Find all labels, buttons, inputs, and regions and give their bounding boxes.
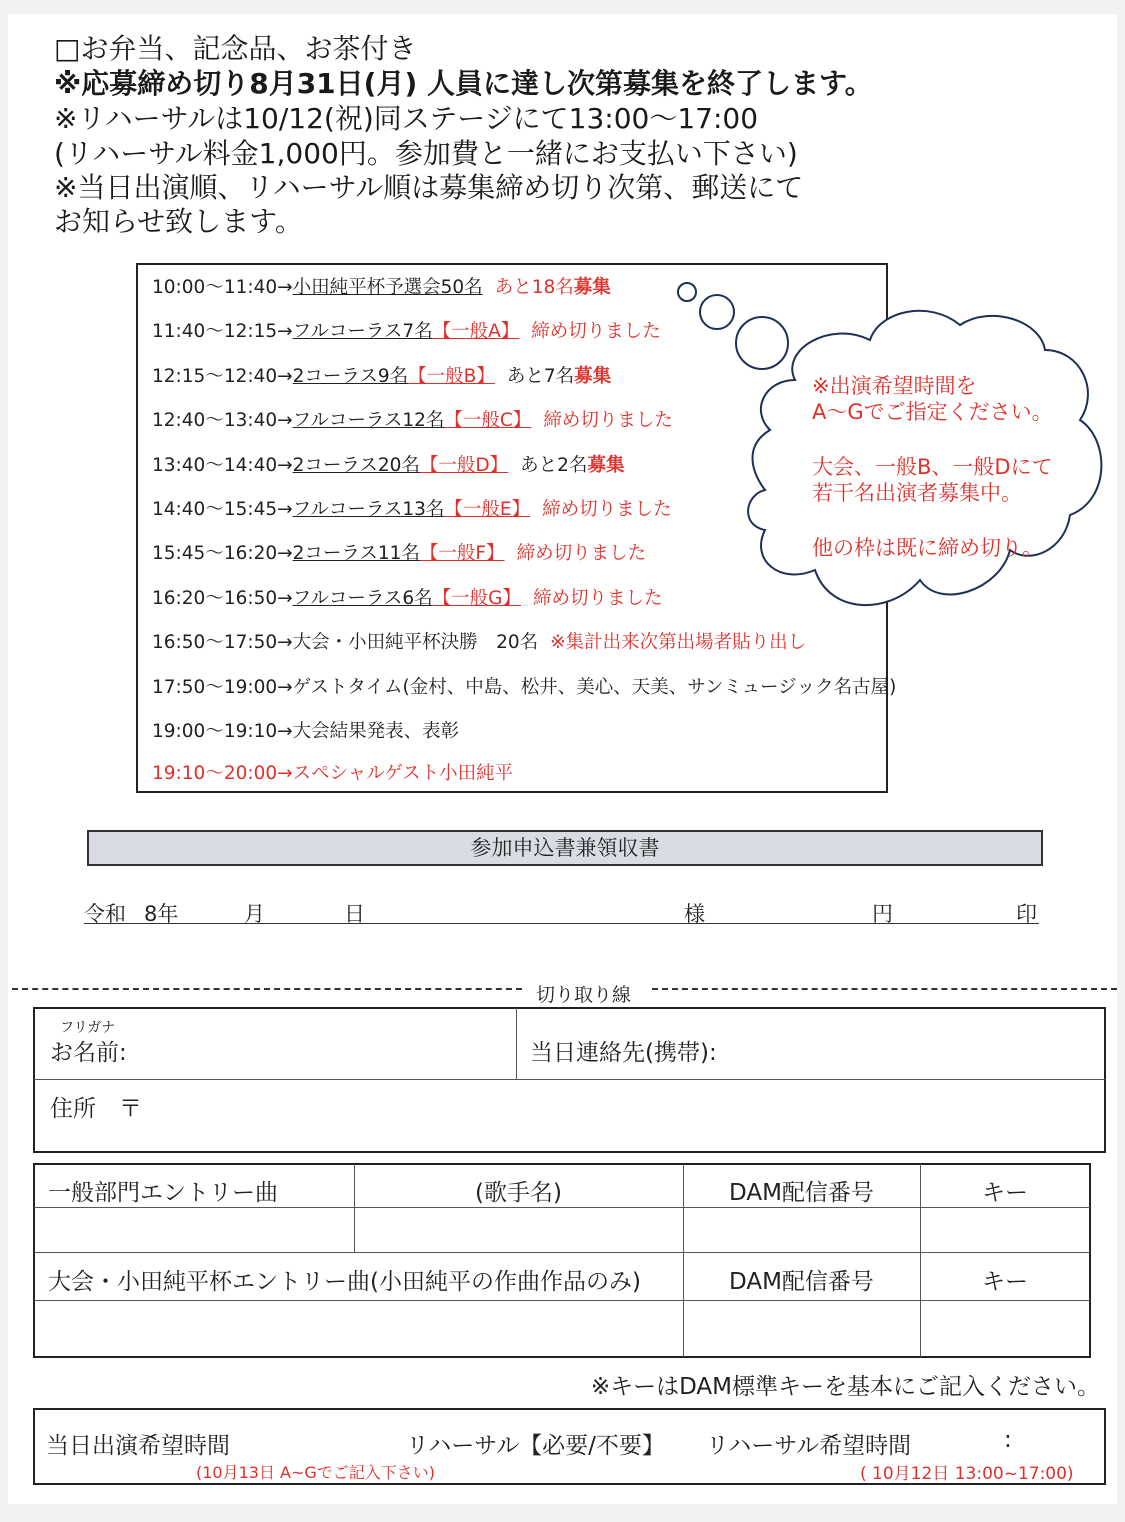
schedule-status: 締め切りました (516, 543, 647, 565)
cloud-line: 大会、一般B、一般Dにて (812, 455, 1053, 479)
header-line: お知らせ致します。 (54, 205, 303, 238)
form-title: 参加申込書兼領収書 (87, 830, 1043, 866)
general-song-header: 一般部門エントリー曲 (48, 1180, 278, 1206)
header-line: □お弁当、記念品、お茶付き (54, 32, 417, 65)
key-header-2: キー (982, 1269, 1028, 1295)
cut-line-label: 切り取り線 (536, 984, 632, 1006)
schedule-row (152, 317, 661, 343)
schedule-note: ※集計出来次第出場者貼り出し (550, 632, 807, 654)
schedule-slot: 【一般F】 (419, 543, 505, 565)
cloud-line: ※出演希望時間を (812, 374, 977, 398)
yen-label: 円 (872, 902, 893, 926)
dam-input-2[interactable] (685, 1302, 919, 1356)
schedule-program: フルコーラス6名 (292, 587, 433, 609)
divider (516, 1008, 517, 1079)
era-label: 令和 (84, 902, 126, 926)
rehearsal-time-note: ( 10月12日 13:00~17:00) (860, 1464, 1074, 1484)
dam-header: DAM配信番号 (729, 1180, 874, 1206)
schedule-status-emphasis: 募集 (574, 365, 612, 387)
schedule-slot: 【一般G】 (432, 587, 521, 609)
schedule-row (152, 584, 662, 610)
schedule-status: あと2名 (520, 454, 588, 476)
schedule-status: あと18名 (494, 277, 574, 298)
dam-input[interactable] (685, 1209, 919, 1251)
schedule-slot: 【一般D】 (419, 454, 509, 476)
schedule-text: 19:00〜19:10→大会結果発表、表彰 (152, 721, 460, 742)
schedule-program: フルコーラス7名 (292, 321, 433, 343)
schedule-status: 締め切りました (532, 587, 663, 609)
header-line: ※リハーサルは10/12(祝)同ステージにて13:00〜17:00 (54, 102, 759, 135)
honorific-label: 様 (684, 902, 705, 926)
schedule-time: 12:40〜13:40→ (152, 410, 293, 432)
schedule-row (152, 673, 896, 699)
date-receipt-line[interactable] (84, 896, 1039, 924)
schedule-row (152, 495, 672, 521)
schedule-row (152, 362, 611, 388)
schedule-status: 締め切りました (531, 321, 661, 343)
schedule-special-guest: 19:10〜20:00→スペシャルゲスト小田純平 (152, 763, 514, 785)
cloud-line: A〜Gでご指定ください。 (812, 400, 1053, 424)
header-line: ※当日出演順、リハーサル順は募集締め切り次第、郵送にて (54, 171, 804, 204)
phone-field[interactable]: 当日連絡先(携帯): (530, 1040, 717, 1066)
schedule-status: あと7名 (506, 365, 575, 387)
performance-time-note: (10月13日 A~Gでご記入下さい) (196, 1463, 436, 1482)
schedule-row (152, 628, 806, 654)
contest-song-header: 大会・小田純平杯エントリー曲(小田純平の作曲作品のみ) (48, 1269, 641, 1295)
schedule-time: 13:40〜14:40→ (152, 454, 293, 476)
divider (34, 1252, 1090, 1253)
schedule-time: 12:15〜12:40→ (152, 365, 293, 387)
name-field[interactable]: お名前: (50, 1040, 127, 1066)
divider (34, 1300, 1090, 1301)
rehearsal-choice[interactable]: リハーサル【必要/不要】 (406, 1433, 665, 1459)
time-colon: : (1004, 1427, 1012, 1453)
schedule-slot: 【一般E】 (444, 499, 531, 520)
cut-line-left (12, 988, 522, 990)
schedule-time: 16:20〜16:50→ (152, 587, 293, 609)
schedule-row (152, 451, 624, 477)
schedule-status-emphasis: 募集 (573, 277, 611, 298)
thought-cloud-icon (670, 270, 1120, 630)
cloud-line: 若干名出演者募集中。 (812, 481, 1022, 505)
key-header: キー (982, 1180, 1028, 1206)
schedule-status: 締め切りました (543, 410, 673, 432)
schedule-status: 締め切りました (542, 499, 672, 520)
schedule-time: 10:00〜11:40→ (152, 277, 293, 298)
schedule-program: 2コーラス20名 (292, 454, 420, 476)
key-input-2[interactable] (922, 1302, 1089, 1356)
furigana-label: フリガナ (60, 1020, 116, 1036)
singer-header: (歌手名) (475, 1180, 562, 1206)
schedule-text: 16:50〜17:50→大会・小田純平杯決勝 20名 (152, 632, 539, 654)
schedule-row (152, 717, 459, 743)
key-note: ※キーはDAM標準キーを基本にご記入ください。 (590, 1374, 1100, 1400)
schedule-program: 2コーラス9名 (292, 365, 409, 387)
schedule-time: 14:40〜15:45→ (152, 499, 293, 520)
rehearsal-time-field[interactable]: リハーサル希望時間 (706, 1433, 912, 1459)
schedule-slot: 【一般A】 (432, 321, 520, 343)
cloud-line: 他の枠は既に締め切り。 (812, 536, 1043, 560)
schedule-row (152, 273, 611, 299)
header-line: ※応募締め切り8月31日(月) 人員に達し次第募集を終了します。 (54, 67, 873, 100)
schedule-row (152, 539, 646, 565)
singer-input[interactable] (356, 1209, 682, 1251)
dam-header-2: DAM配信番号 (729, 1269, 874, 1295)
divider (34, 1207, 1090, 1208)
address-field[interactable]: 住所 〒 (50, 1096, 142, 1122)
header-line: (リハーサル料金1,000円。参加費と一緒にお支払い下さい) (54, 137, 798, 170)
cut-line-right (652, 988, 1117, 990)
general-song-input[interactable] (35, 1209, 353, 1251)
seal-label: 印 (1016, 902, 1037, 926)
schedule-slot: 【一般C】 (444, 410, 532, 432)
contact-box (33, 1007, 1106, 1153)
schedule-program: 小田純平杯予選会50名 (292, 277, 483, 298)
contest-song-input[interactable] (35, 1302, 682, 1356)
year-label: 8年 (144, 902, 179, 926)
schedule-text: 17:50〜19:00→ゲストタイム(金村、中島、松井、美心、天美、サンミュージック名古屋) (152, 676, 897, 698)
schedule-time: 15:45〜16:20→ (152, 543, 293, 565)
schedule-slot: 【一般B】 (408, 365, 495, 387)
schedule-program: 2コーラス11名 (292, 543, 420, 565)
day-label: 日 (344, 902, 365, 926)
schedule-status-emphasis: 募集 (587, 454, 625, 476)
key-input[interactable] (922, 1209, 1089, 1251)
schedule-row (152, 406, 673, 432)
performance-time-field[interactable]: 当日出演希望時間 (46, 1433, 230, 1459)
divider (34, 1079, 1105, 1080)
schedule-time: 11:40〜12:15→ (152, 321, 293, 343)
month-label: 月 (244, 902, 265, 926)
schedule-program: フルコーラス13名 (292, 499, 445, 520)
schedule-program: フルコーラス12名 (292, 410, 445, 432)
